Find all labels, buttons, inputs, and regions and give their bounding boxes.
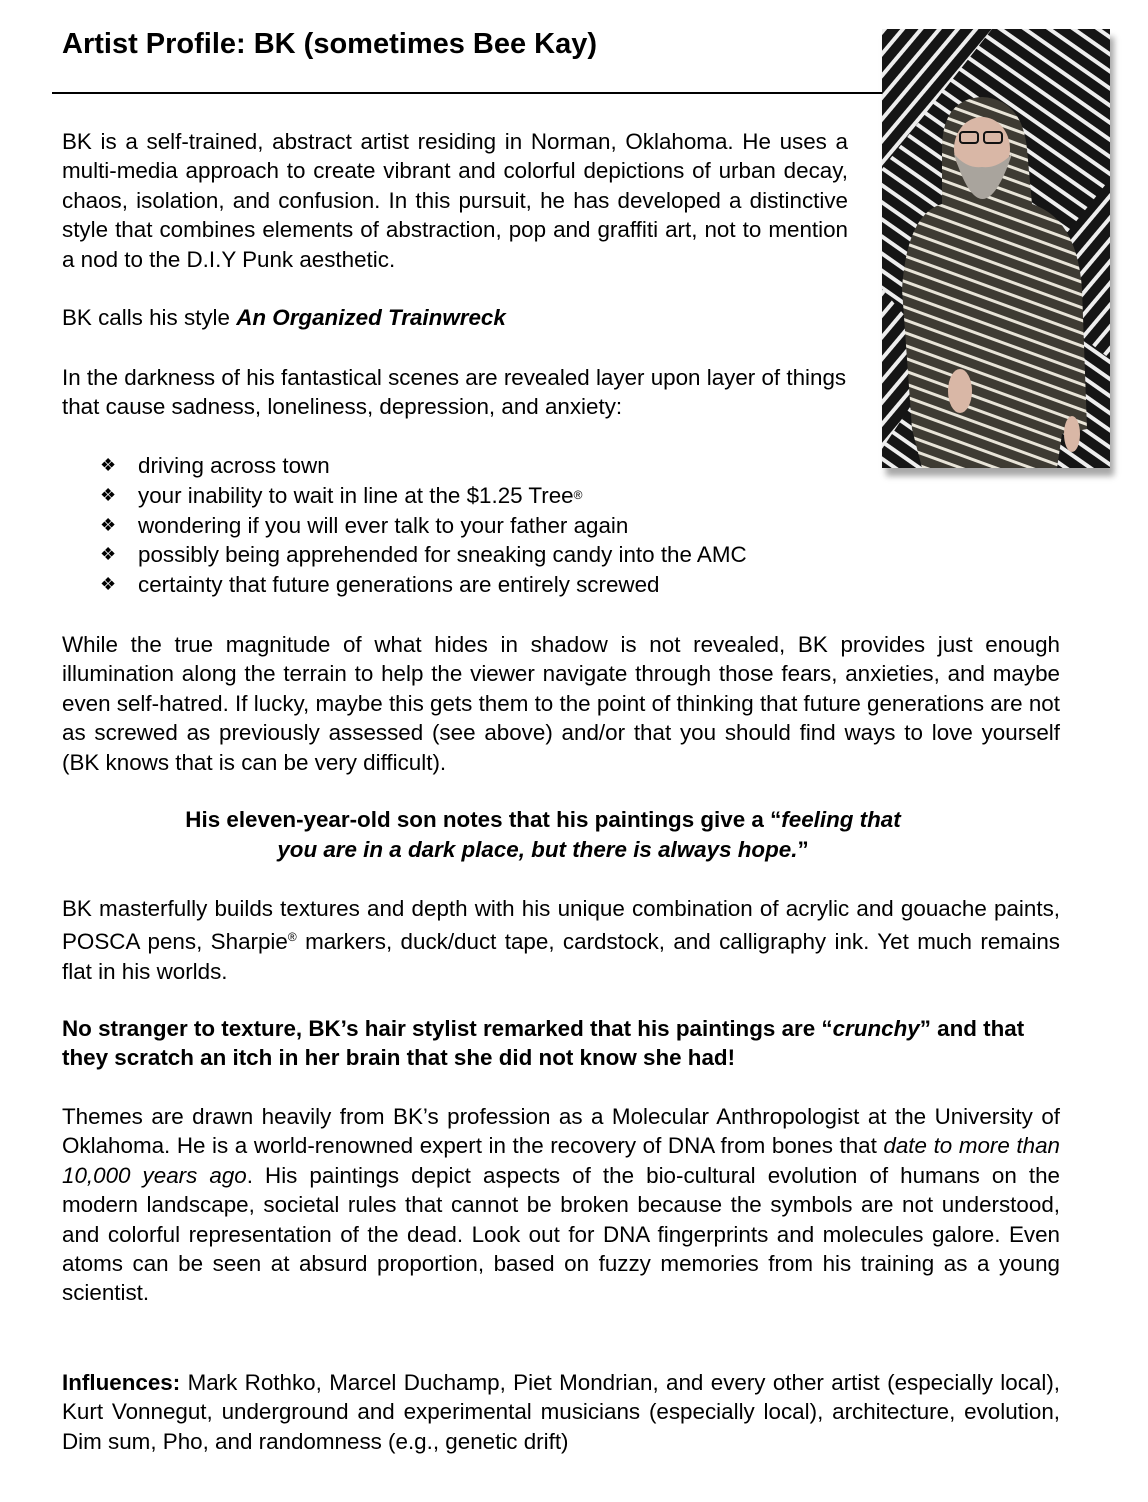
bullet-icon: ❖ [100,484,117,505]
list-item [100,451,747,481]
materials-paragraph [62,894,1060,986]
list-item-text: certainty that future generations are entirely screwed [138,572,660,598]
quote-italic-2: you are in a dark place, but there is always hope. [277,837,798,862]
registered-mark: ® [287,930,297,945]
son-quote [62,805,1024,865]
influences-text: Mark Rothko, Marcel Duchamp, Piet Mondrian, and every other artist (especially local), Kurt Vonnegut, underground and experimental musicians (especially local), architecture, evolution, Dim sum, Pho, and randomness (e.g., genetic drift) [62,1370,1060,1454]
themes-paragraph [62,1102,1060,1308]
list-item [100,511,747,541]
magnitude-paragraph: While the true magnitude of what hides in shadow is not revealed, BK provides just enough illumination along the terrain to help the viewer navigate through those fears, anxieties, and maybe even self-hatred. If lucky, maybe this gets them to the point of thinking that future generations are not as screwed as previously assessed (see above) and/or that you should find ways to love yourself (BK knows that is can be very difficult). [62,632,1060,775]
stylist-text-b: ” and that they scratch an itch in her brain that she did not know she had! [62,1016,1025,1071]
style-statement [62,303,848,332]
themes-text-b: . His paintings depict aspects of the bio-cultural evolution of humans on the modern landscape, societal rules that cannot be broken because the symbols are not understood, and colorful representation of the dead. Look out for DNA fingerprints and molecules galore. Even atoms can be seen at absurd proportion, based on fuzzy memories from his training as a young scientist. [62,1162,1060,1306]
list-item [100,481,747,511]
style-lead: BK calls his style [62,305,237,330]
quote-close: ” [797,837,809,862]
quote-italic-1: feeling that [781,807,901,832]
themes-italic: date to more than 10,000 years ago [62,1133,1060,1188]
list-item-text: driving across town [138,453,330,478]
list-item-text: wondering if you will ever talk to your father again [138,512,629,538]
registered-mark: ® [573,487,583,502]
list-item [100,540,747,570]
intro-paragraph: BK is a self-trained, abstract artist residing in Norman, Oklahoma. He uses a multi-media approach to create vibrant and colorful depictions of urban decay, chaos, isolation, and confusion. In this pursuit, he has developed a distinctive style that combines elements of abstraction, pop and graffiti art, not to mention a nod to the D.I.Y Punk aesthetic. [62,129,848,272]
materials-text-a: BK masterfully builds textures and depth with his unique combination of acrylic and gouache paints, POSCA pens, Sharpie [62,896,1060,955]
stylist-italic: crunchy [832,1016,920,1041]
quote-lead: His eleven-year-old son notes that his paintings give a “ [185,807,782,832]
list-item-text: your inability to wait in line at the $1.25 Tree [138,482,574,508]
page-title: Artist Profile: BK (sometimes Bee Kay) [62,28,598,60]
bullet-icon: ❖ [100,574,117,595]
anxiety-list [100,451,747,600]
list-item-text: possibly being apprehended for sneaking candy into the AMC [138,542,747,568]
materials-text-b: markers, duck/duct tape, cardstock, and calligraphy ink. Yet much remains flat in his worlds. [62,929,1060,984]
influences-paragraph [62,1368,1060,1456]
influences-label: Influences: [62,1370,181,1395]
bullet-icon: ❖ [100,455,117,475]
title-rule [52,92,884,94]
list-item [100,570,747,600]
themes-text-a: Themes are drawn heavily from BK’s profession as a Molecular Anthropologist at the University of Oklahoma. He is a world-renowned expert in the recovery of DNA from bones that [62,1104,1060,1159]
bullet-icon: ❖ [100,514,117,535]
stylist-text-a: No stranger to texture, BK’s hair stylist remarked that his paintings are “ [62,1016,833,1041]
style-name: An Organized Trainwreck [236,305,506,330]
stylist-paragraph [62,1014,1060,1073]
darkness-paragraph: In the darkness of his fantastical scenes are revealed layer upon layer of things that cause sadness, loneliness, depression, and anxiety: [62,365,847,420]
artist-photo [882,29,1110,468]
bullet-icon: ❖ [100,544,117,565]
